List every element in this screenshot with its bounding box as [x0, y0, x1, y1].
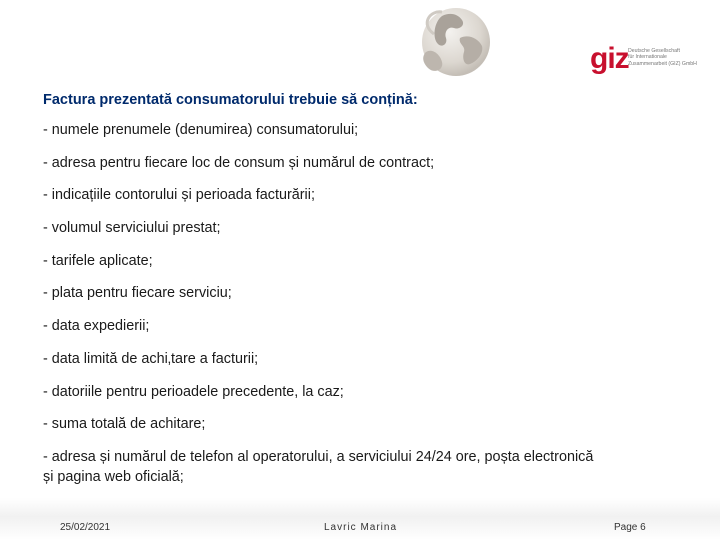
list-item: - adresa pentru fiecare loc de consum și numărul de contract; — [43, 154, 435, 171]
list-item: - volumul serviciului prestat; — [43, 220, 221, 237]
requirements-list — [43, 120, 603, 487]
globe-icon — [412, 4, 492, 80]
footer-page-number: Page 6 — [614, 522, 646, 533]
footer-date: 25/02/2021 — [60, 522, 111, 533]
giz-logo-line: Zusammenarbeit (GIZ) GmbH — [628, 60, 697, 67]
list-item: - indicațiile contorului și perioada facturării; — [43, 187, 315, 204]
list-item: - numele prenumele (denumirea) consumatorului; — [43, 122, 359, 138]
giz-logo-text — [628, 48, 697, 67]
giz-logo-line: Deutsche Gesellschaft — [628, 48, 680, 54]
giz-logo-mark: giz — [590, 42, 629, 75]
list-item: - tarifele aplicate; — [43, 252, 153, 269]
footer-band — [0, 498, 720, 540]
giz-logo — [590, 44, 700, 78]
list-item: - plata pentru fiecare serviciu; — [43, 285, 232, 302]
slide-title: Factura prezentată consumatorului trebuie să conțină: — [43, 92, 418, 108]
footer-author: Lavric Marina — [324, 522, 398, 533]
list-item: - adresa și numărul de telefon al operatorului, a serviciului 24/24 ore, poșta electronică și pagina web oficială; — [43, 448, 594, 485]
list-item: - data limită de achi‚tare a facturii; — [43, 350, 259, 367]
giz-logo-line: für Internationale — [628, 54, 667, 61]
list-item: - suma totală de achitare; — [43, 416, 206, 433]
list-item: - data expedierii; — [43, 318, 150, 335]
list-item: - datoriile pentru perioadele precedente, la caz; — [43, 383, 344, 400]
